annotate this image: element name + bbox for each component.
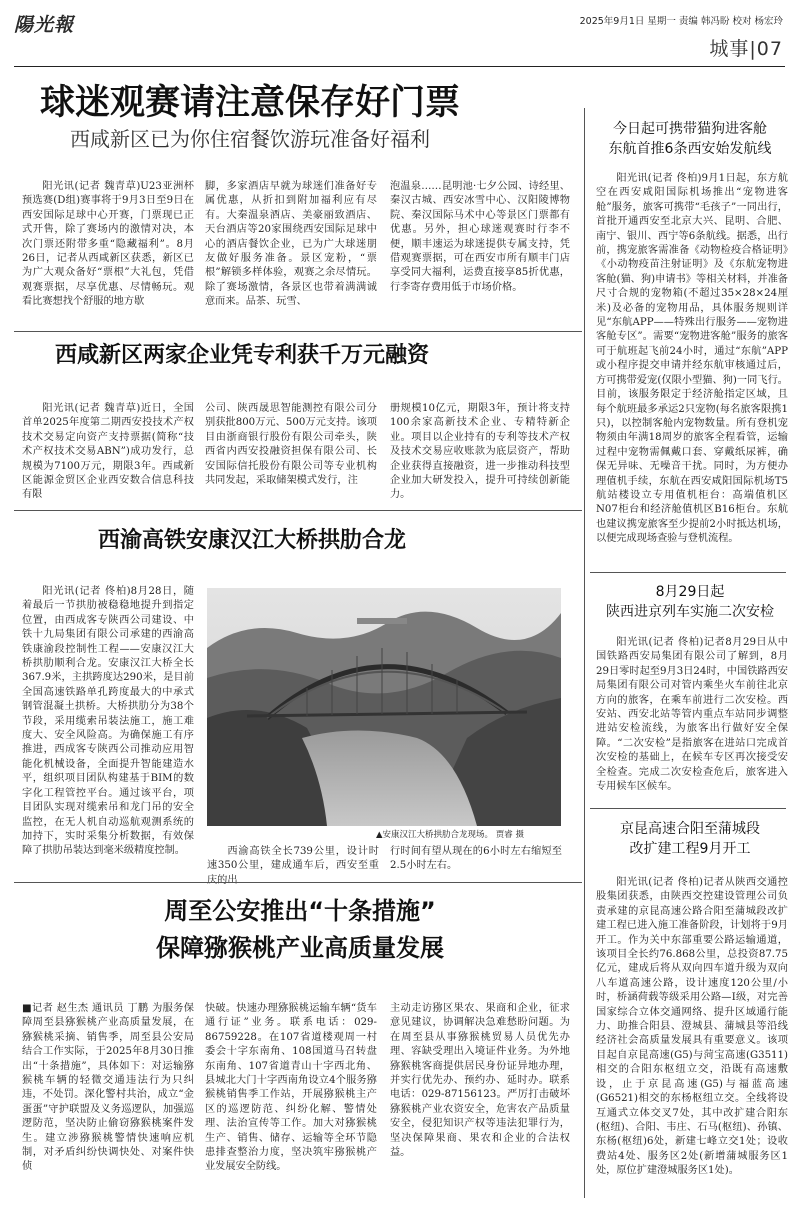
- article3-col2: 西渝高铁全长739公里，设计时速350公里，建成通车后，西安至重庆的出: [207, 846, 379, 886]
- side3-title-line2: 改扩建工程9月开工: [629, 841, 751, 857]
- column-divider: [584, 108, 585, 1198]
- side2-title-line2: 陕西进京列车实施二次安检: [606, 604, 774, 620]
- side1-title-line1: 今日起可携带猫狗进客舱: [613, 121, 767, 137]
- article2-divider: [14, 510, 582, 511]
- header-rule: [14, 66, 785, 67]
- article3-divider: [14, 882, 582, 883]
- article3-col1: 阳光讯(记者 佟柏)8月28日，随着最后一节拱肋被稳稳地提升到指定位置，由西成客专陕西公司建设、中铁十九局集团有限公司承建的西渝高铁康渝段控制性工程——安康汉江大桥拱肋顺利合龙。安康汉江大桥全长367.9米，主拱跨度达290米，是目前全国高速铁路单孔跨度最大的中承式钢管混凝土拱桥。大桥拱肋分为38个节段，采用缆索吊装法施工，施工难度大、安全风险高。为确保施工有序推进，西成客专陕西公司推动应用智能化机械设备，全面提升智能建造水平，组织项目团队构建基于BIM的数字化工程管控平台。通过该平台，项目团队实现对缆索吊和龙门吊的安全监控，在无人机自动巡航观测系统的加持下，实时采集分析数据，有效保障了拱肋吊装达到毫米级精度控制。: [22, 586, 194, 857]
- article2-col2: 公司、陕西晟思智能测控有限公司分别获批800万元、500万元支持。该项目由浙商银行股份有限公司牵头，陕西省内西安投融资担保有限公司、长安国际信托股份有限公司等专业机构共同发起，采取储架模式发行，注: [205, 403, 377, 487]
- side3-title-line1: 京昆高速合阳至蒲城段: [620, 821, 760, 837]
- side3-body: 阳光讯(记者 佟柏)记者从陕西交通控股集团获悉，由陕西交控建设管理公司负责承建的京昆高速公路合阳至蒲城段改扩建工程已进入施工准备阶段，计划将于9月开工。作为关中东部重要公路运输通道，该项目全长约76.868公里，总投资87.75亿元，建成后将从双向四车道升级为双向八车道高速公路，设计速度120公里/小时，桥涵荷载等级采用公路—Ⅰ级，对完善国家综合立体交通网络、提升区域通行能力、助推合阳县、澄城县、蒲城县等沿线经济社会高质量发展具有重要意义。该项目起自京昆高速(G5)与菏宝高速(G3511)相交的合阳东枢纽立交，沿既有高速敷设，止于京昆高速(G5)与福蓝高速(G6521)相交的东杨枢纽立交。全线将设互通式立体交叉7处，其中改扩建合阳东(枢纽)、合阳、韦庄、石马(枢纽)、孙镇、东杨(枢纽)6处，新建七峰立交1处；设收费站4处、服务区2处(新增蒲城服务区1处，原位扩建澄城服务区1处)。: [596, 877, 788, 1177]
- article1-subtitle: 西咸新区已为你住宿餐饮游玩准备好福利: [70, 127, 430, 151]
- dateline: 2025年9月1日 星期一 责编 韩冯盼 校对 杨宏玲: [579, 16, 783, 27]
- article4-col1: ■记者 赵生杰 通讯员 丁鹏 为服务保障周至县猕猴桃产业高质量发展，在猕猴桃采摘、销售季，周至县公安局结合工作实际，于2025年8月30日推出“十条措施”，具体如下：对运输猕猴桃车辆的轻微交通违法行为只纠违，不处罚。深化警村共治，成立“金蛋蛋”守护联盟及义务巡逻队，加强巡逻防范，坚决防止偷窃猕猴桃案件发生。建立涉猕猴桃警情快速响应机制，对矛盾纠纷快调快处、对案件快侦: [22, 1003, 194, 1173]
- side2-divider: [590, 808, 786, 809]
- bridge-photo: [207, 588, 561, 826]
- side1-body: 阳光讯(记者 佟柏)9月1日起，东方航空在西安咸阳国际机场推出“宠物进客舱”服务，旅客可携带“毛孩子”一同出行，首批开通西安至北京大兴、昆明、合肥、南宁、银川、西宁等6条航线。据悉，出行前，携宠旅客需准备《动物检疫合格证明》《小动物疫苗注射证明》及《东航宠物进客舱(猫、狗)申请书》等相关材料，并准备尺寸合规的宠物箱(不超过35×28×24厘米)及必备的宠物用品，具体服务规则详见“东航APP——特殊出行服务——宠物进客舱专区”。需要“宠物进客舱”服务的旅客可于航班起飞前24小时，通过“东航”APP或小程序提交申请并经东航审核通过后，方可携带爱宠(仅限小型猫、狗)一同飞行。目前，该服务限定于经济舱指定区域，且每个航班最多承运2只宠物(每名旅客限携1只)，以控制客舱内宠物数量。所有登机宠物须由年满18周岁的旅客全程看管，运输过程中宠物需佩戴口套、穿戴纸尿裤，确保无异味、无噪音干扰。同时，为方便办理值机手续，东航在西安咸阳国际机场T5航站楼设立专用值机柜台：高端值机区N07柜台和经济舱值机区B16柜台。东航也建议携宠旅客至少提前2小时抵达机场，以便完成现场查验与登机流程。: [596, 173, 788, 545]
- article2-title: 西咸新区两家企业凭专利获千万元融资: [55, 343, 430, 368]
- side2-body: 阳光讯(记者 佟柏)记者8月29日从中国铁路西安局集团有限公司了解到，8月29日零时起至9月3日24时，中国铁路西安局集团有限公司对管内乘坐火车前往北京方向的旅客，在乘车前进行二次安检。西安站、西安北站等管内重点车站同步调整进站安检流线，为旅客出行做好安全保障。“二次安检”是指旅客在进站口完成首次安检的基础上，在候车专区再次接受安全检查。完成二次安检查危后，旅客进入专用候车区候车。: [596, 637, 788, 793]
- article1-col2: 脚，多家酒店早就为球迷们准备好专属优惠，从折扣到附加福利应有尽有。大秦温泉酒店、美豪丽致酒店、天台酒店等20家围绕西安国际足球中心的酒店餐饮企业，已为广大球迷朋友做好服务准备。景区宠粉，“票根”解锁多样体验，观赛之余尽情玩。除了赛场激情，各景区也带着满满诚意而来。品茶、玩雪、: [205, 181, 377, 308]
- side1-divider: [590, 572, 786, 573]
- bridge-image: [207, 588, 561, 826]
- side2-title-line1: 8月29日起: [655, 584, 725, 600]
- article1-divider: [14, 331, 582, 332]
- article3-col3: 行时间有望从现在的6小时左右缩短至2.5小时左右。: [390, 846, 562, 872]
- article1-title: 球迷观赛请注意保存好门票: [40, 83, 461, 123]
- article2-col1: 阳光讯(记者 魏青草)近日，全国首单2025年度第二期西安投技术产权技术交易定向资产支持票据(简称“技术产权技术交易ABN”)成功发行，总规模为7100万元，期限3年。西咸新区能源金贸区企业西安数合信息科技有限: [22, 403, 194, 501]
- article3-title: 西渝高铁安康汉江大桥拱肋合龙: [98, 528, 407, 553]
- article1-col3: 泡温泉……昆明池·七夕公园、诗经里、秦汉古城、西安冰雪中心、汉阳陵博物院、秦汉国际马术中心等景区门票都有优惠。另外，担心球迷观赛时行李不便，顺丰速运为球迷提供专属支持，凭借观赛票据，可在西安市所有顺丰门店享受同大福利，运费直接享85折优惠，行李寄存费用低于市场价格。: [390, 181, 570, 293]
- article4-title-line1: 周至公安推出“十条措施”: [164, 897, 436, 925]
- section-label: 城事|07: [709, 38, 783, 60]
- photo-caption: ▲安康汉江大桥拱肋合龙现场。 贾睿 摄: [376, 830, 524, 840]
- article2-col3: 册规模10亿元，期限3年，预计将支持100余家高新技术企业、专精特新企业。项目以企业持有的专利等技术产权及技术交易应收账款为底层资产，帮助企业获得直接融资，进一步推动科技型企业加大研发投入，提升可持续创新能力。: [390, 403, 570, 501]
- side1-title-line2: 东航首推6条西安始发航线: [608, 141, 772, 157]
- article1-col1: 阳光讯(记者 魏青草)U23亚洲杯预选赛(D组)赛事将于9月3日至9日在西安国际足球中心开赛，门票现已正式开售，除了赛场内的激情对决，本次门票还附带多重“隐藏福利”。8月26日，记者从西咸新区获悉，新区已为广大观众备好“票根”大礼包，凭借观赛票据，尽享优惠、尽情畅玩。观看比赛想找个舒服的地方歇: [22, 181, 194, 308]
- masthead-logo: 陽光報: [14, 14, 75, 36]
- article4-col3: 主动走访猕区果农、果商和企业，征求意见建议，协调解决急难愁盼问题。为在周至县从事猕猴桃贸易人员优先办理、容缺受理出入境证件业务。为外地猕猴桃客商提供居民身份证异地办理，并实行优先办、预约办、延时办。联系电话：029-87156123。严厉打击破坏猕猴桃产业农资安全，危害农产品质量安全，侵犯知识产权等违法犯罪行为，坚决保障果商、果农和企业的合法权益。: [390, 1003, 570, 1159]
- article4-col2: 快破。快速办理猕猴桃运输车辆“货车通行证”业务。联系电话：029-86759228。在107省道楼观周一村委会十字东南角、108国道马召转盘东南角、107省道青山十字西北角、县城北大门十字西南角设立4个服务猕猴桃销售季工作站，开展猕猴桃主产区的巡逻防范、纠纷化解、警情处理、法治宣传等工作。加大对猕猴桃生产、销售、储存、运输等全环节隐患排查整治力度，坚决筑牢猕猴桃产业发展安全防线。: [205, 1003, 377, 1173]
- article4-title-line2: 保障猕猴桃产业高质量发展: [156, 934, 444, 962]
